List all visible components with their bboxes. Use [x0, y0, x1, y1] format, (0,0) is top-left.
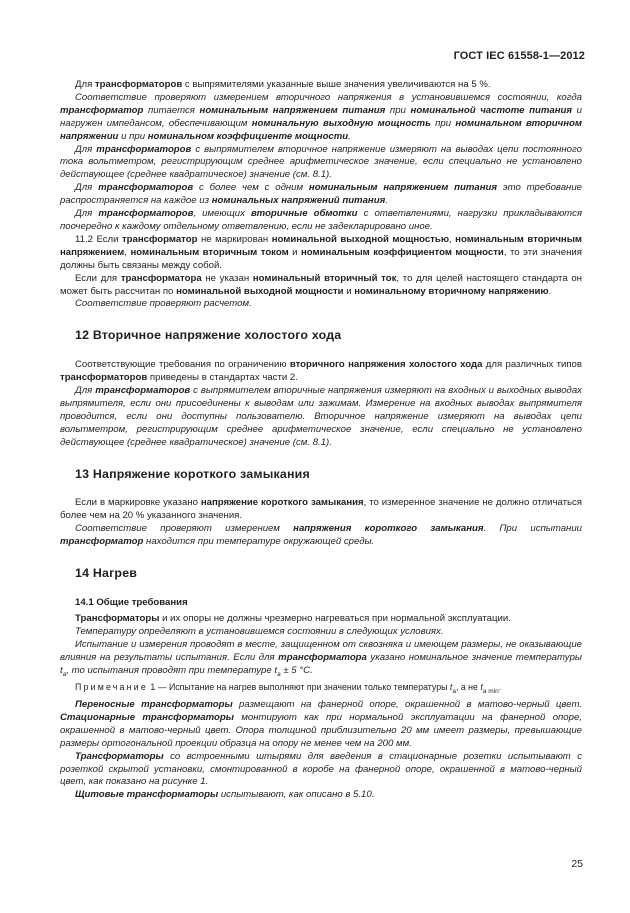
section-heading-14: 14 Нагрев	[75, 566, 138, 581]
section-heading-13: 13 Напряжение короткого замыкания	[75, 466, 310, 481]
section-heading-12: 12 Вторичное напряжение холостого хода	[75, 328, 342, 343]
paragraph: Если в маркировке указано напряжение короткого замыкания, то измеренное значение не должно отличаться более чем на 20 % указанного значения.	[60, 497, 582, 522]
paragraph: Соответствие проверяют измерением напряжения короткого замыкания. При испытании трансформатор находится при температуре окружающей среды.	[60, 523, 583, 548]
paragraph: Для трансформаторов с более чем с одним номинальным напряжением питания это требование распространяется на каждое из номинальных напряжений питания.	[60, 182, 582, 207]
document-body	[60, 79, 582, 802]
paragraph: Если для трансформатора не указан номинальный вторичный ток, то для целей настоящего стандарта он может быть рассчитан по номинальной выходной мощности и номинальному вторичному напряжению.	[60, 272, 582, 297]
paragraph: Переносные трансформаторы размещают на фанерной опоре, окрашенной в матово-черный цвет. Стационарные трансформаторы монтируют как при нормальной эксплуатации на фанерной опоре, окрашенной в матово-черный цвет. Опора толщиной приблизительно 20 мм имеет размеры, превышающие размеры ортогональной проекции образца на опору не менее чем на 200 мм.	[60, 699, 582, 749]
paragraph: Для трансформаторов, имеющих вторичные обмотки с ответвлениями, нагрузки прикладываются поочередно к каждому отдельному ответвлению, если не задекларировано иное.	[60, 208, 582, 232]
paragraph: Соответствие проверяют измерением вторичного напряжения в установившемся состоянии, когда трансформатор питается номинальным напряжением питания при номинальной частоте питания и нагружен импедансом, обеспечивающим номинальную выходную мощность при номинальном вторичном напряжении и при номинальном коэффициенте мощности.	[60, 91, 582, 142]
paragraph: Трансформаторы со встроенными штырями для введения в стационарные розетки испытывают с розеткой скрытой установки, смонтированной в коробе на фанерной опоре, окрашенной в матово-черный цвет, как показано на рисунке 1.	[60, 750, 582, 788]
paragraph: Температуру определяют в установившемся состоянии в следующих условиях.	[75, 625, 444, 637]
paragraph: Соответствие проверяют расчетом.	[75, 298, 252, 310]
paragraph: Для трансформаторов с выпрямителем вторичные напряжения измеряют на входных и выходных выводах выпрямителя, если они присоединены к выводам или зажимам. Измерение на входных выводах выпрямителя проводится, если они доступны пользователю. Вторичное напряжение измеряют на выводах цепи вольтметром, регистрирующим среднее арифметическое значение, если специально не установлено действующее (среднее квадратическое) значение (см. 8.1).	[60, 385, 582, 448]
paragraph: Трансформаторы и их опоры не должны чрезмерно нагреваться при нормальной эксплуатации.	[75, 612, 511, 624]
paragraph: Для трансформаторов с выпрямителем вторичное напряжение измеряют на выводах цепи постоянного тока вольтметром, регистрирующим среднее арифметическое значение, если специально не установлено действующее (среднее квадратическое) значение (см. 8.1).	[60, 143, 582, 181]
subsection-heading-14-1: 14.1 Общие требования	[75, 597, 188, 608]
paragraph: Щитовые трансформаторы испытывают, как описано в 5.10.	[75, 789, 375, 801]
paragraph: Для трансформаторов с выпрямителями указанные выше значения увеличиваются на 5 %.	[75, 79, 491, 90]
page-number: 25	[571, 858, 583, 870]
document-header: ГОСТ IEC 61558-1—2012	[453, 50, 585, 62]
paragraph: Испытание и измерения проводят в месте, защищенном от сквозняка и имеющем размеры, не оказывающие влияния на результаты испытания. Если для трансформатора указано номинальное значение температуры $t_a$, то испытания проводят при температуре $t_a \pm 5$ °С.	[60, 638, 582, 678]
paragraph: Соответствующие требования по ограничению вторичного напряжения холостого хода для различных типов трансформаторов приведены в стандартах части 2.	[60, 359, 582, 384]
note: Примечание 1 — Испытание на нагрев выполняют при значении только температуры $t_a$, а не $t_{a min}$.	[75, 682, 502, 696]
clause-11-2: 11.2 Если трансформатор не маркирован номинальной выходной мощностью, номинальным вторичным напряжением, номинальным вторичным током и номинальным коэффициентом мощности, то эти значения должны быть связаны между собой.	[60, 233, 583, 271]
